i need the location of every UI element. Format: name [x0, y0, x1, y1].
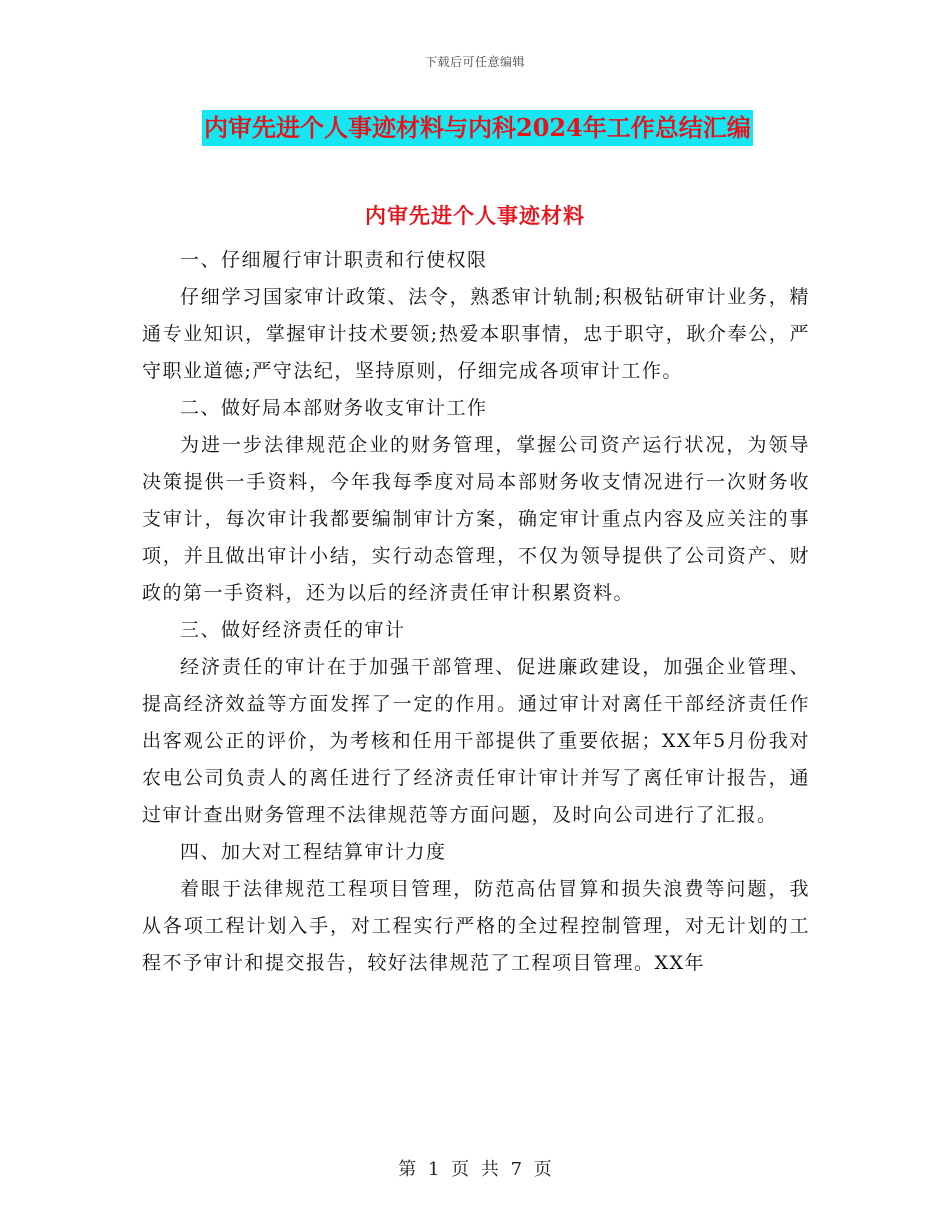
document-title: 内审先进个人事迹材料与内科2024年工作总结汇编 [202, 110, 753, 146]
heading-1: 一、仔细履行审计职责和行使权限 [180, 249, 488, 271]
paragraph-1: 仔细学习国家审计政策、法令，熟悉审计轨制;积极钻研审计业务，精通专业知识，掌握审计技术要领;热爱本职事情，忠于职守，耿介奉公，严守职业道德;严守法纪，坚持原则，仔细完成各项审计工作。 [142, 286, 810, 382]
header-note: 下载后可任意编辑 [424, 55, 525, 69]
paragraph-4: 着眼于法律规范工程项目管理，防范高估冒算和损失浪费等问题，我从各项工程计划入手，对工程实行严格的全过程控制管理，对无计划的工程不予审计和提交报告，较好法律规范了工程项目管理。XX年 [142, 878, 810, 974]
page-number: 第 1 页 共 7 页 [398, 1159, 552, 1180]
heading-2: 二、做好局本部财务收支审计工作 [180, 397, 488, 419]
section-title: 内审先进个人事迹材料 [365, 203, 585, 228]
heading-4: 四、加大对工程结算审计力度 [180, 841, 447, 863]
paragraph-3: 经济责任的审计在于加强干部管理、促进廉政建设，加强企业管理、提高经济效益等方面发挥了一定的作用。通过审计对离任干部经济责任作出客观公正的评价，为考核和任用干部提供了重要依据；XX年5月份我对农电公司负责人的离任进行了经济责任审计审计并写了离任审计报告，通过审计查出财务管理不法律规范等方面问题，及时向公司进行了汇报。 [142, 656, 810, 826]
paragraph-2: 为进一步法律规范企业的财务管理，掌握公司资产运行状况，为领导决策提供一手资料，今年我每季度对局本部财务收支情况进行一次财务收支审计，每次审计我都要编制审计方案，确定审计重点内容及应关注的事项，并且做出审计小结，实行动态管理，不仅为领导提供了公司资产、财政的第一手资料，还为以后的经济责任审计积累资料。 [142, 434, 810, 604]
heading-3: 三、做好经济责任的审计 [180, 619, 406, 641]
document-body [142, 242, 810, 982]
